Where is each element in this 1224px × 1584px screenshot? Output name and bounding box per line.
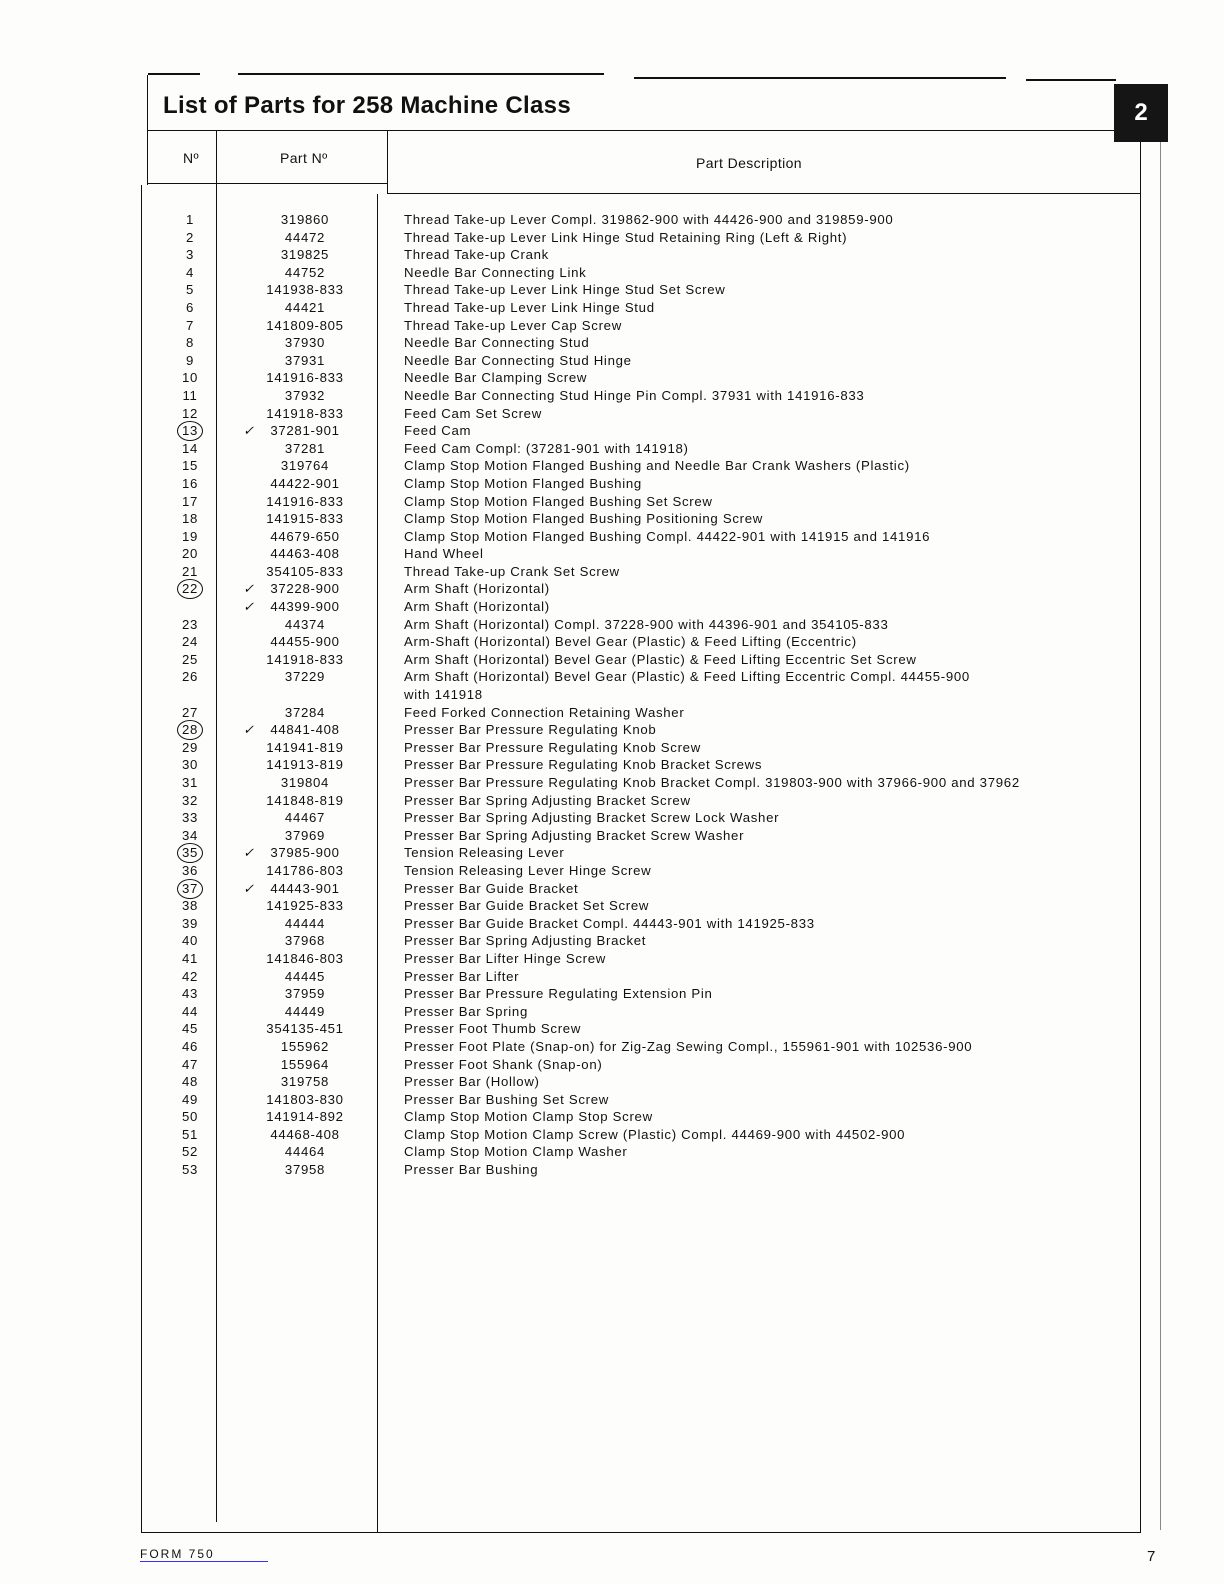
item-number-text: 29 — [181, 739, 199, 755]
part-number: 354135-451 — [266, 1021, 344, 1037]
table-row — [0, 1020, 1224, 1038]
part-description: Presser Bar Lifter Hinge Screw — [404, 950, 607, 966]
part-number: 155962 — [280, 1038, 330, 1054]
table-row — [0, 1161, 1224, 1179]
item-number-text: 31 — [181, 775, 199, 790]
item-number-text: 43 — [181, 986, 199, 1002]
item-number — [166, 369, 214, 387]
item-number — [166, 299, 214, 317]
item-number — [166, 1073, 214, 1091]
item-number — [166, 334, 214, 352]
column-header-no: Nº — [183, 150, 200, 166]
table-row — [0, 440, 1224, 458]
table-row — [0, 774, 1224, 792]
item-number-text: 46 — [181, 1038, 199, 1054]
item-number — [166, 475, 214, 493]
part-description: Clamp Stop Motion Flanged Bushing Set Screw — [404, 493, 713, 509]
part-number: 319825 — [280, 247, 330, 263]
item-number — [166, 827, 214, 845]
table-row — [0, 457, 1224, 475]
item-number-text: 34 — [181, 827, 199, 843]
column-header-part-no: Part Nº — [280, 150, 328, 166]
table-row — [0, 1126, 1224, 1144]
table-row — [0, 897, 1224, 915]
item-number-text: 11 — [182, 387, 198, 403]
part-description: Thread Take-up Lever Link Hinge Stud Retaining Ring (Left & Right) — [404, 229, 848, 245]
item-number — [166, 915, 214, 933]
part-description: Presser Bar Spring Adjusting Bracket Screw Lock Washer — [404, 810, 780, 826]
part-number: 141803-830 — [266, 1091, 344, 1107]
checkmark-icon: ✓ — [243, 880, 255, 896]
part-number: 44399-900 — [270, 599, 340, 615]
part-number: 141916-833 — [266, 370, 344, 386]
part-description: Arm-Shaft (Horizontal) Bevel Gear (Plastic) & Feed Lifting (Eccentric) — [404, 634, 857, 650]
part-number: 44841-408 — [270, 722, 340, 738]
item-number-text: 16 — [181, 475, 199, 491]
table-row — [0, 827, 1224, 845]
item-number — [166, 774, 214, 792]
form-label: FORM 750 — [140, 1547, 215, 1561]
item-number-text: 6 — [185, 299, 195, 315]
item-number-text: 7 — [185, 317, 195, 333]
part-description: Clamp Stop Motion Flanged Bushing Positioning Screw — [404, 511, 763, 527]
item-number — [166, 457, 214, 475]
part-number: 44679-650 — [270, 528, 340, 544]
table-bottom-rule — [141, 1532, 1141, 1533]
table-row — [0, 563, 1224, 581]
table-row — [0, 1108, 1224, 1126]
table-row — [0, 862, 1224, 880]
page-title: List of Parts for 258 Machine Class — [163, 92, 571, 119]
part-description: Presser Bar Spring Adjusting Bracket — [404, 933, 647, 949]
item-number-text: 53 — [181, 1162, 199, 1178]
item-number — [166, 1108, 214, 1126]
part-number: 141786-803 — [266, 862, 344, 878]
part-description: Arm Shaft (Horizontal) Bevel Gear (Plastic) & Feed Lifting Eccentric Compl. 44455-900 with 141918 — [404, 669, 970, 703]
item-number — [166, 580, 214, 599]
table-row — [0, 704, 1224, 722]
table-row — [0, 475, 1224, 493]
circled-item-number: 22 — [177, 579, 203, 599]
item-number — [166, 844, 214, 863]
item-number — [166, 281, 214, 299]
table-row — [0, 264, 1224, 282]
item-number — [166, 317, 214, 335]
item-number-text: 27 — [181, 704, 199, 720]
part-number: 44421 — [284, 299, 326, 315]
part-number: 44443-901 — [270, 880, 340, 896]
part-description: Feed Cam Compl: (37281-901 with 141918) — [404, 440, 689, 456]
part-number: 44445 — [284, 968, 326, 984]
item-number-text: 18 — [181, 511, 199, 527]
item-number — [166, 545, 214, 563]
item-number — [166, 792, 214, 810]
top-rule-1 — [148, 73, 200, 75]
item-number — [166, 510, 214, 528]
table-row — [0, 756, 1224, 774]
item-number-text: 1 — [185, 212, 195, 227]
item-number — [166, 246, 214, 264]
table-row — [0, 510, 1224, 528]
item-number — [166, 880, 214, 899]
part-description: Presser Bar Lifter — [404, 968, 520, 984]
part-description: Clamp Stop Motion Flanged Bushing Compl. 44422-901 with 141915 and 141916 — [404, 528, 931, 544]
part-description: Tension Releasing Lever — [404, 845, 565, 861]
part-number: 37284 — [284, 704, 326, 720]
part-description: Presser Bar Pressure Regulating Knob Bracket Screws — [404, 757, 763, 773]
table-row — [0, 651, 1224, 669]
item-number — [166, 756, 214, 774]
table-row — [0, 334, 1224, 352]
part-description: Needle Bar Connecting Link — [404, 264, 587, 280]
table-row — [0, 528, 1224, 546]
part-description: Hand Wheel — [404, 546, 484, 562]
part-number: 354105-833 — [266, 563, 344, 579]
part-description: Presser Bar Bushing — [404, 1162, 539, 1178]
part-number: 44752 — [284, 264, 326, 280]
part-description: Thread Take-up Crank Set Screw — [404, 563, 620, 579]
part-number: 44468-408 — [270, 1126, 340, 1142]
part-number: 37932 — [284, 387, 326, 403]
part-description: Needle Bar Connecting Stud — [404, 335, 590, 351]
part-number: 44455-900 — [270, 634, 340, 650]
section-number-badge: 2 — [1114, 84, 1168, 142]
table-row — [0, 985, 1224, 1003]
part-description: Needle Bar Clamping Screw — [404, 370, 588, 386]
item-number-text: 26 — [181, 669, 199, 685]
checkmark-icon: ✓ — [243, 845, 255, 861]
item-number-text: 39 — [181, 915, 199, 931]
part-description: Clamp Stop Motion Flanged Bushing and Needle Bar Crank Washers (Plastic) — [404, 458, 910, 474]
item-number-text: 30 — [181, 757, 199, 773]
table-row — [0, 211, 1224, 229]
checkmark-icon: ✓ — [243, 599, 255, 615]
part-number: 37958 — [284, 1162, 326, 1178]
part-number: 141915-833 — [266, 511, 344, 527]
part-description: Presser Bar Guide Bracket Set Screw — [404, 898, 650, 914]
item-number-text: 23 — [181, 616, 199, 632]
item-number — [166, 1020, 214, 1038]
part-description: Arm Shaft (Horizontal) Bevel Gear (Plastic) & Feed Lifting Eccentric Set Screw — [404, 651, 917, 667]
checkmark-icon: ✓ — [243, 581, 255, 597]
part-number: 44449 — [284, 1003, 326, 1019]
part-description: Presser Bar Spring — [404, 1003, 529, 1019]
item-number-text: 41 — [181, 950, 199, 966]
item-number — [166, 985, 214, 1003]
item-number-text: 49 — [181, 1091, 199, 1107]
part-description: Presser Bar Guide Bracket — [404, 880, 579, 896]
item-number — [166, 633, 214, 651]
item-number — [166, 616, 214, 634]
part-description: Clamp Stop Motion Clamp Stop Screw — [404, 1109, 653, 1125]
item-number-text: 48 — [181, 1074, 199, 1090]
item-number-text: 21 — [181, 563, 199, 579]
checkmark-icon: ✓ — [243, 423, 255, 439]
item-number-text: 17 — [181, 493, 199, 509]
part-number: 44374 — [284, 616, 326, 632]
part-number: 141913-819 — [266, 757, 344, 773]
part-description: Presser Bar Pressure Regulating Extension Pin — [404, 986, 713, 1002]
part-description: Tension Releasing Lever Hinge Screw — [404, 862, 652, 878]
part-description: Feed Cam — [404, 423, 472, 439]
part-number: 44463-408 — [270, 546, 340, 562]
circled-item-number: 13 — [177, 421, 203, 441]
item-number — [166, 387, 214, 405]
item-number-text: 3 — [185, 247, 195, 263]
checkmark-icon: ✓ — [243, 722, 255, 738]
item-number-text: 38 — [181, 898, 199, 914]
item-number — [166, 211, 214, 229]
part-number: 319860 — [280, 212, 330, 227]
part-description: Arm Shaft (Horizontal) — [404, 581, 550, 597]
item-number — [166, 704, 214, 722]
item-number — [166, 405, 214, 423]
item-number — [166, 1143, 214, 1161]
part-number: 141941-819 — [266, 739, 344, 755]
item-number — [166, 721, 214, 740]
item-number-text: 2 — [185, 229, 195, 245]
part-number: 37281-901 — [270, 423, 340, 439]
part-description: Presser Bar Spring Adjusting Bracket Screw — [404, 792, 691, 808]
part-number: 37969 — [284, 827, 326, 843]
table-row — [0, 1038, 1224, 1056]
table-row — [0, 1143, 1224, 1161]
item-number-text: 42 — [181, 968, 199, 984]
item-number-text: 5 — [185, 282, 195, 298]
table-row — [0, 405, 1224, 423]
part-number: 37959 — [284, 986, 326, 1002]
top-rule-2 — [238, 73, 604, 75]
item-number-text: 32 — [181, 792, 199, 808]
table-row — [0, 352, 1224, 370]
part-number: 44422-901 — [270, 475, 340, 491]
table-row — [0, 299, 1224, 317]
item-number — [166, 809, 214, 827]
part-number: 319758 — [280, 1074, 330, 1090]
part-description: Presser Bar Pressure Regulating Knob Bracket Compl. 319803-900 with 37966-900 and 37962 — [404, 775, 1020, 790]
item-number-text: 51 — [181, 1126, 199, 1142]
table-row — [0, 880, 1224, 898]
part-description: Arm Shaft (Horizontal) — [404, 599, 550, 615]
item-number — [166, 968, 214, 986]
table-row — [0, 369, 1224, 387]
part-number: 37968 — [284, 933, 326, 949]
item-number-text: 50 — [181, 1109, 199, 1125]
part-description: Thread Take-up Lever Compl. 319862-900 with 44426-900 and 319859-900 — [404, 212, 894, 227]
item-number-text: 10 — [181, 370, 199, 386]
part-number: 141809-805 — [266, 317, 344, 333]
item-number-text: 47 — [181, 1056, 199, 1072]
table-row — [0, 950, 1224, 968]
item-number — [166, 352, 214, 370]
item-number — [166, 1003, 214, 1021]
part-description: Thread Take-up Lever Link Hinge Stud Set Screw — [404, 282, 726, 298]
item-number — [166, 563, 214, 581]
table-row — [0, 493, 1224, 511]
part-description: Needle Bar Connecting Stud Hinge Pin Compl. 37931 with 141916-833 — [404, 387, 865, 403]
part-number: 141914-892 — [266, 1109, 344, 1125]
part-description: Presser Bar Pressure Regulating Knob Screw — [404, 739, 701, 755]
item-number — [166, 862, 214, 880]
part-description: Thread Take-up Lever Link Hinge Stud — [404, 299, 655, 315]
part-number: 37229 — [284, 669, 326, 685]
part-number: 319764 — [280, 458, 330, 474]
table-row — [0, 545, 1224, 563]
part-description: Thread Take-up Crank — [404, 247, 549, 263]
item-number — [166, 668, 214, 686]
part-number: 44467 — [284, 810, 326, 826]
item-number — [166, 1038, 214, 1056]
item-number — [166, 1126, 214, 1144]
circled-item-number: 37 — [177, 879, 203, 899]
item-number-text: 44 — [181, 1003, 199, 1019]
item-number — [166, 422, 214, 441]
top-rule-4 — [1026, 79, 1116, 81]
table-row — [0, 246, 1224, 264]
item-number — [166, 1056, 214, 1074]
part-description: Needle Bar Connecting Stud Hinge — [404, 352, 632, 368]
part-description: Clamp Stop Motion Clamp Washer — [404, 1144, 628, 1160]
part-description: Thread Take-up Lever Cap Screw — [404, 317, 622, 333]
item-number — [166, 950, 214, 968]
title-underline — [147, 130, 1141, 131]
page-number: 7 — [1147, 1548, 1156, 1565]
part-description: Feed Cam Set Screw — [404, 405, 542, 421]
item-number-text: 19 — [181, 528, 199, 544]
item-number-text: 52 — [181, 1144, 199, 1160]
part-number: 44444 — [284, 915, 326, 931]
part-description: Presser Foot Shank (Snap-on) — [404, 1056, 603, 1072]
item-number — [166, 897, 214, 915]
part-description: Presser Bar Pressure Regulating Knob — [404, 722, 657, 738]
table-row — [0, 633, 1224, 651]
part-number: 141918-833 — [266, 405, 344, 421]
part-description: Arm Shaft (Horizontal) Compl. 37228-900 with 44396-901 and 354105-833 — [404, 616, 889, 632]
circled-item-number: 28 — [177, 720, 203, 740]
item-number — [166, 493, 214, 511]
part-number: 37281 — [284, 440, 326, 456]
part-description: Presser Bar Guide Bracket Compl. 44443-901 with 141925-833 — [404, 915, 815, 931]
top-rule-3 — [634, 77, 1006, 79]
item-number — [166, 739, 214, 757]
header-col-div-2 — [387, 131, 388, 193]
table-row — [0, 1091, 1224, 1109]
part-number: 37228-900 — [270, 581, 340, 597]
table-row — [0, 1056, 1224, 1074]
part-number: 37985-900 — [270, 845, 340, 861]
table-row — [0, 792, 1224, 810]
item-number-text: 24 — [181, 634, 199, 650]
header-col-div-1 — [216, 131, 217, 183]
table-row — [0, 668, 1224, 703]
part-description: Presser Bar Spring Adjusting Bracket Screw Washer — [404, 827, 745, 843]
table-row — [0, 387, 1224, 405]
circled-item-number: 35 — [177, 843, 203, 863]
item-number-text: 20 — [181, 546, 199, 562]
part-number: 141848-819 — [266, 792, 344, 808]
header-bottom-rule-left — [147, 183, 387, 184]
table-row — [0, 317, 1224, 335]
item-number — [166, 651, 214, 669]
table-row — [0, 422, 1224, 440]
item-number — [166, 932, 214, 950]
item-number-text: 14 — [181, 440, 199, 456]
item-number-text: 36 — [181, 862, 199, 878]
table-row — [0, 580, 1224, 598]
part-description: Feed Forked Connection Retaining Washer — [404, 704, 685, 720]
part-description: Clamp Stop Motion Flanged Bushing — [404, 475, 642, 491]
item-number — [166, 1161, 214, 1179]
item-number — [166, 440, 214, 458]
table-row — [0, 915, 1224, 933]
item-number-text: 9 — [185, 352, 195, 368]
item-number-text: 33 — [181, 810, 199, 826]
table-row — [0, 809, 1224, 827]
table-row — [0, 616, 1224, 634]
part-description: Presser Bar (Hollow) — [404, 1074, 540, 1090]
item-number — [166, 1091, 214, 1109]
part-number: 37931 — [284, 352, 326, 368]
table-row — [0, 932, 1224, 950]
table-row — [0, 739, 1224, 757]
part-number: 44464 — [284, 1144, 326, 1160]
part-description: Presser Foot Thumb Screw — [404, 1021, 582, 1037]
item-number — [166, 229, 214, 247]
item-number-text: 4 — [185, 264, 195, 280]
table-row — [0, 1003, 1224, 1021]
column-header-description: Part Description — [696, 155, 802, 171]
part-number: 141916-833 — [266, 493, 344, 509]
table-row — [0, 1073, 1224, 1091]
table-row — [0, 598, 1224, 616]
item-number-text: 12 — [181, 405, 199, 421]
part-number: 141918-833 — [266, 651, 344, 667]
part-description: Presser Foot Plate (Snap-on) for Zig-Zag Sewing Compl., 155961-901 with 102536-900 — [404, 1038, 973, 1054]
item-number-text: 8 — [185, 335, 195, 351]
item-number — [166, 264, 214, 282]
part-number: 319804 — [280, 775, 330, 790]
table-row — [0, 721, 1224, 739]
part-number: 44472 — [284, 229, 326, 245]
item-number-text: 40 — [181, 933, 199, 949]
table-row — [0, 968, 1224, 986]
item-number — [166, 528, 214, 546]
item-number-text: 25 — [181, 651, 199, 667]
part-description: Clamp Stop Motion Clamp Screw (Plastic) Compl. 44469-900 with 44502-900 — [404, 1126, 906, 1142]
part-number: 155964 — [280, 1056, 330, 1072]
table-row — [0, 281, 1224, 299]
table-row — [0, 229, 1224, 247]
parts-table-body — [0, 211, 1224, 1179]
part-number: 141938-833 — [266, 282, 344, 298]
table-row — [0, 844, 1224, 862]
form-label-underline — [140, 1561, 268, 1562]
part-description: Presser Bar Bushing Set Screw — [404, 1091, 610, 1107]
part-number: 37930 — [284, 335, 326, 351]
part-number: 141925-833 — [266, 898, 344, 914]
item-number-text: 45 — [181, 1021, 199, 1037]
header-bottom-rule-right — [387, 193, 1141, 194]
part-number: 141846-803 — [266, 950, 344, 966]
item-number-text: 15 — [181, 458, 199, 474]
